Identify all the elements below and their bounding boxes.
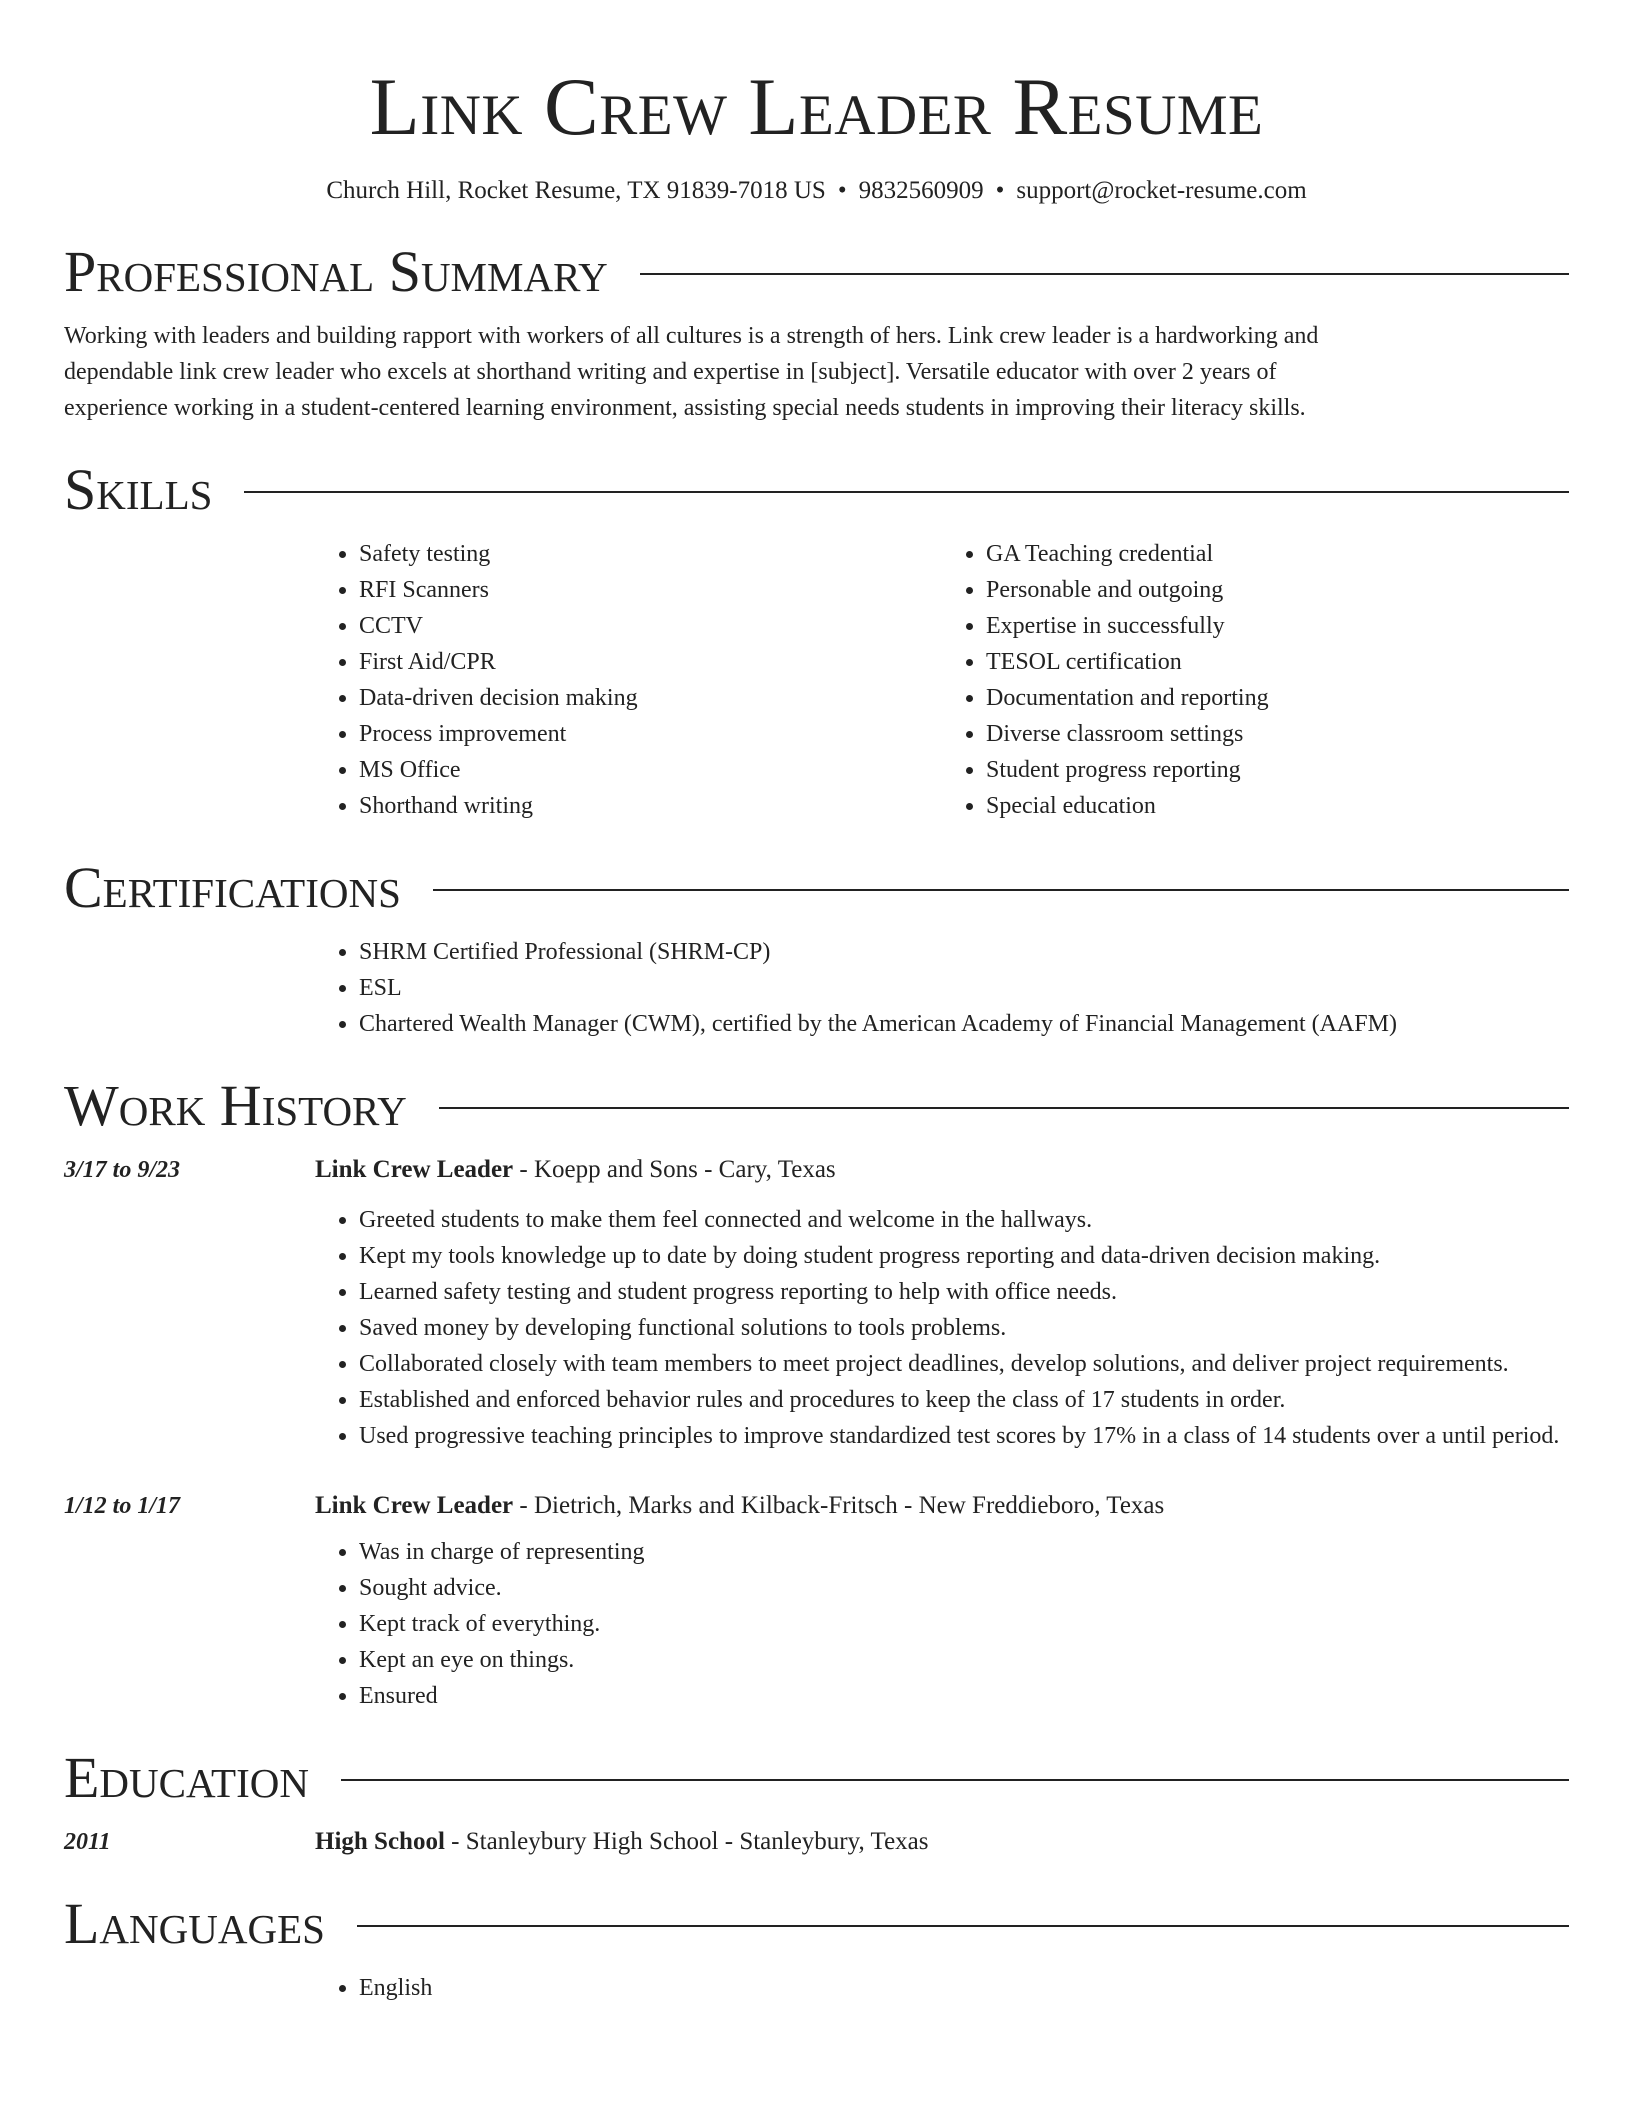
skill-item: • CCTV bbox=[359, 608, 942, 644]
education-section-header bbox=[64, 1746, 1569, 1810]
languages-heading: Languages bbox=[64, 1891, 325, 1956]
job-dates: 1/12 to 1/17 bbox=[64, 1493, 181, 1519]
education-entry bbox=[64, 1824, 1569, 1860]
job-bullet: • Kept my tools knowledge up to date by doing student progress reporting and data-driven decision making. bbox=[359, 1238, 1569, 1274]
job-company: - Koepp and Sons - Cary, Texas bbox=[513, 1156, 836, 1183]
certifications-heading: Certifications bbox=[64, 855, 401, 920]
skill-item: • MS Office bbox=[359, 752, 942, 788]
certification-item: • SHRM Certified Professional (SHRM-CP) bbox=[359, 934, 1569, 970]
job-title-line bbox=[315, 1152, 836, 1188]
skill-item: • Safety testing bbox=[359, 536, 942, 572]
summary-section-header bbox=[64, 240, 1569, 304]
skill-item: • Data-driven decision making bbox=[359, 680, 942, 716]
job-entry bbox=[64, 1152, 1569, 1454]
skills-list bbox=[315, 536, 1569, 824]
job-bullet: • Sought advice. bbox=[359, 1570, 1569, 1606]
job-header bbox=[64, 1152, 1569, 1188]
job-company: - Dietrich, Marks and Kilback-Fritsch - New Freddieboro, Texas bbox=[513, 1492, 1165, 1519]
job-bullet: • Used progressive teaching principles to improve standardized test scores by 17% in a class of 14 students over a until period. bbox=[359, 1418, 1569, 1454]
job-title-line bbox=[315, 1488, 1164, 1524]
job-bullet: • Kept track of everything. bbox=[359, 1606, 1569, 1642]
skill-item: • RFI Scanners bbox=[359, 572, 942, 608]
job-bullet: • Ensured bbox=[359, 1678, 1569, 1714]
skill-item: • First Aid/CPR bbox=[359, 644, 942, 680]
job-bullet: • Established and enforced behavior rules and procedures to keep the class of 17 students in order. bbox=[359, 1382, 1569, 1418]
contact-separator: • bbox=[837, 177, 847, 204]
skills-section-header bbox=[64, 458, 1569, 522]
job-bullets bbox=[315, 1534, 1569, 1714]
summary-text: Working with leaders and building rapport with workers of all cultures is a strength of hers. Link crew leader is a hardworking and dependable link crew leader who excels at shorthand writing and expertise in [subject]. Versatile educator with over 2 years of experience working in a student-centered learning environment, assisting special needs students in improving their literacy skills. bbox=[64, 323, 1319, 421]
education-heading: Education bbox=[64, 1745, 309, 1810]
education-year: 2011 bbox=[64, 1829, 111, 1855]
section-divider bbox=[244, 491, 1569, 493]
work-section-header bbox=[64, 1074, 1569, 1138]
skill-item: • Personable and outgoing bbox=[986, 572, 1569, 608]
skill-item: • Student progress reporting bbox=[986, 752, 1569, 788]
section-divider bbox=[357, 1925, 1569, 1927]
job-bullet: • Collaborated closely with team members to meet project deadlines, develop solutions, and deliver project requirements. bbox=[359, 1346, 1569, 1382]
summary-heading: Professional Summary bbox=[64, 239, 608, 304]
skill-item: • Shorthand writing bbox=[359, 788, 942, 824]
job-title: Link Crew Leader bbox=[315, 1492, 514, 1519]
job-dates: 3/17 to 9/23 bbox=[64, 1157, 181, 1183]
section-divider bbox=[433, 889, 1569, 891]
job-bullets bbox=[315, 1202, 1569, 1454]
education-degree: High School bbox=[315, 1828, 445, 1855]
skill-item: • Special education bbox=[986, 788, 1569, 824]
certification-item: • ESL bbox=[359, 970, 1569, 1006]
job-bullet: • Greeted students to make them feel connected and welcome in the hallways. bbox=[359, 1202, 1569, 1238]
job-title: Link Crew Leader bbox=[315, 1156, 514, 1183]
section-divider bbox=[341, 1779, 1569, 1781]
skills-column-right bbox=[942, 536, 1569, 824]
contact-address: Church Hill, Rocket Resume, TX 91839-7018 US bbox=[326, 177, 826, 204]
certifications-section-header bbox=[64, 856, 1569, 920]
languages-list bbox=[315, 1970, 1569, 2006]
skill-item: • Process improvement bbox=[359, 716, 942, 752]
skills-heading: Skills bbox=[64, 457, 213, 522]
skill-item: • GA Teaching credential bbox=[986, 536, 1569, 572]
education-line bbox=[315, 1824, 929, 1860]
languages-section-header bbox=[64, 1892, 1569, 1956]
contact-phone: 9832560909 bbox=[858, 177, 984, 204]
job-bullet: • Learned safety testing and student progress reporting to help with office needs. bbox=[359, 1274, 1569, 1310]
certification-item: • Chartered Wealth Manager (CWM), certified by the American Academy of Financial Management (AAFM) bbox=[359, 1006, 1569, 1042]
resume-page bbox=[64, 0, 1569, 2006]
contact-email[interactable]: support@rocket-resume.com bbox=[1016, 177, 1307, 204]
section-divider bbox=[439, 1107, 1569, 1109]
resume-title: Link Crew Leader Resume bbox=[369, 61, 1264, 152]
skill-item: • TESOL certification bbox=[986, 644, 1569, 680]
certifications-list bbox=[315, 934, 1569, 1042]
job-entry bbox=[64, 1488, 1569, 1714]
education-school: - Stanleybury High School - Stanleybury, Texas bbox=[444, 1828, 929, 1855]
job-bullet: • Kept an eye on things. bbox=[359, 1642, 1569, 1678]
work-heading: Work History bbox=[64, 1073, 407, 1138]
job-bullet: • Was in charge of representing bbox=[359, 1534, 1569, 1570]
job-bullet: • Saved money by developing functional solutions to tools problems. bbox=[359, 1310, 1569, 1346]
language-item: • English bbox=[359, 1970, 1569, 2006]
job-header bbox=[64, 1488, 1569, 1524]
skill-item: • Expertise in successfully bbox=[986, 608, 1569, 644]
skill-item: • Diverse classroom settings bbox=[986, 716, 1569, 752]
skill-item: • Documentation and reporting bbox=[986, 680, 1569, 716]
section-divider bbox=[640, 273, 1569, 275]
skills-column-left bbox=[315, 536, 942, 824]
contact-separator: • bbox=[995, 177, 1005, 204]
contact-line bbox=[64, 176, 1569, 206]
